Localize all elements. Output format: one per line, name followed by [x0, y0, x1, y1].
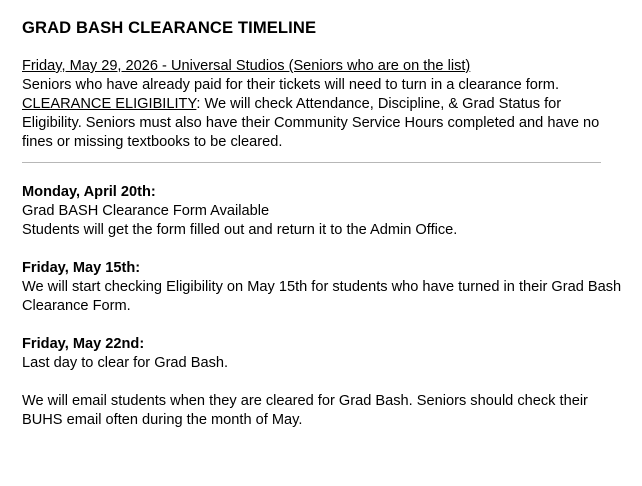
section-heading: Friday, May 22nd:: [22, 336, 145, 352]
timeline-section-may-15: [22, 259, 622, 316]
section-line: Grad BASH Clearance Form Available: [22, 203, 270, 219]
eligibility-label: CLEARANCE ELIGIBILITY: [22, 96, 197, 112]
closing-line-2: BUHS email often during the month of May.: [22, 412, 303, 428]
closing-line-1: We will email students when they are cleared for Grad Bash. Seniors should check their: [22, 393, 588, 409]
section-line: Last day to clear for Grad Bash.: [22, 355, 229, 371]
document-title: GRAD BASH CLEARANCE TIMELINE: [22, 18, 317, 37]
event-line: Friday, May 29, 2026 - Universal Studios (Seniors who are on the list): [22, 58, 471, 74]
closing-note: [22, 392, 622, 430]
section-line: Clearance Form.: [22, 298, 131, 314]
section-heading: Monday, April 20th:: [22, 184, 156, 200]
intro-block: [22, 57, 622, 152]
eligibility-text-2: Eligibility. Seniors must also have their Community Service Hours completed and have no: [22, 115, 600, 131]
timeline-section-april-20: [22, 183, 622, 240]
section-line: We will start checking Eligibility on May 15th for students who have turned in their Grad Bash: [22, 279, 622, 295]
spacer: [22, 240, 622, 259]
spacer: [22, 163, 622, 183]
spacer: [22, 373, 622, 392]
section-heading: Friday, May 15th:: [22, 260, 141, 276]
section-line: Students will get the form filled out and return it to the Admin Office.: [22, 222, 458, 238]
eligibility-text-3: fines or missing textbooks to be cleared.: [22, 134, 283, 150]
eligibility-text-1: : We will check Attendance, Discipline, & Grad Status for: [196, 96, 562, 112]
paid-note: Seniors who have already paid for their tickets will need to turn in a clearance form.: [22, 77, 559, 93]
document-page: [22, 18, 622, 430]
eligibility-line: [22, 95, 622, 114]
timeline-section-may-22: [22, 335, 622, 373]
spacer: [22, 316, 622, 335]
